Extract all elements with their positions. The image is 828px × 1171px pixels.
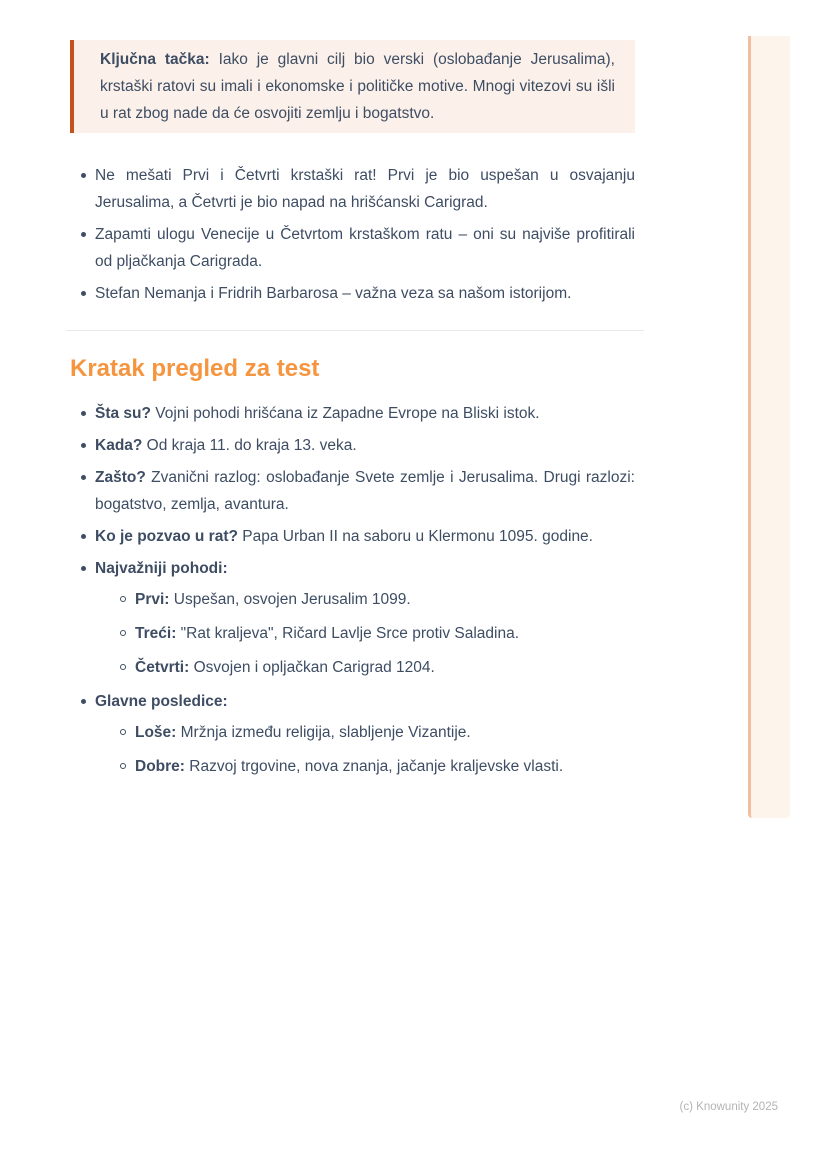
list-item: Prvi: Uspešan, osvojen Jerusalim 1099.	[135, 586, 635, 613]
list-item: Zašto? Zvanični razlog: oslobađanje Svete zemlje i Jerusalima. Drugi razlozi: bogatstvo, zemlja, avantura.	[95, 464, 635, 518]
item-lead: Loše:	[135, 724, 177, 741]
section-title: Kratak pregled za test	[70, 355, 320, 382]
list-item: Ne mešati Prvi i Četvrti krstaški rat! Prvi je bio uspešan u osvajanju Jerusalima, a Četvrti je bio napad na hrišćanski Carigrad.	[95, 162, 635, 216]
item-lead: Glavne posledice:	[95, 693, 228, 710]
item-lead: Šta su?	[95, 405, 151, 422]
item-lead: Četvrti:	[135, 659, 190, 676]
item-lead: Prvi:	[135, 591, 170, 608]
callout-text	[100, 46, 615, 127]
list-item	[95, 555, 635, 681]
item-lead: Ko je pozvao u rat?	[95, 528, 238, 545]
list-item: Loše: Mržnja između religija, slabljenje Vizantije.	[135, 719, 635, 746]
item-lead: Najvažniji pohodi:	[95, 560, 228, 577]
section-divider	[66, 330, 644, 331]
list-item: Ko je pozvao u rat? Papa Urban II na saboru u Klermonu 1095. godine.	[95, 523, 635, 550]
sub-list	[95, 586, 635, 681]
summary-list	[70, 400, 635, 780]
callout-body: Iako je glavni cilj bio verski (oslobađanje Jerusalima), krstaški ratovi su imali i ekonomske i političke motive. Mnogi vitezovi su išli u rat zbog nade da će osvojiti zemlju i bogatstvo.	[100, 51, 615, 122]
key-point-callout	[70, 40, 635, 133]
list-item: Stefan Nemanja i Fridrih Barbarosa – važna veza sa našom istorijom.	[95, 280, 635, 307]
item-lead: Kada?	[95, 437, 143, 454]
next-page-edge-strip	[748, 36, 790, 818]
list-item: Treći: "Rat kraljeva", Ričard Lavlje Srce protiv Saladina.	[135, 620, 635, 647]
list-item: Dobre: Razvoj trgovine, nova znanja, jačanje kraljevske vlasti.	[135, 753, 635, 780]
notes-list	[70, 162, 635, 307]
item-lead: Dobre:	[135, 758, 185, 775]
item-lead: Treći:	[135, 625, 177, 642]
content-column	[70, 40, 635, 787]
copyright-footer: (c) Knowunity 2025	[679, 1101, 778, 1113]
list-item: Kada? Od kraja 11. do kraja 13. veka.	[95, 432, 635, 459]
sub-list	[95, 719, 635, 780]
item-lead: Zašto?	[95, 469, 146, 486]
callout-lead: Ključna tačka:	[100, 51, 210, 68]
list-item: Zapamti ulogu Venecije u Četvrtom krstaškom ratu – oni su najviše profitirali od pljačkanja Carigrada.	[95, 221, 635, 275]
list-item: Šta su? Vojni pohodi hrišćana iz Zapadne Evrope na Bliski istok.	[95, 400, 635, 427]
list-item: Četvrti: Osvojen i opljačkan Carigrad 1204.	[135, 654, 635, 681]
list-item	[95, 688, 635, 780]
